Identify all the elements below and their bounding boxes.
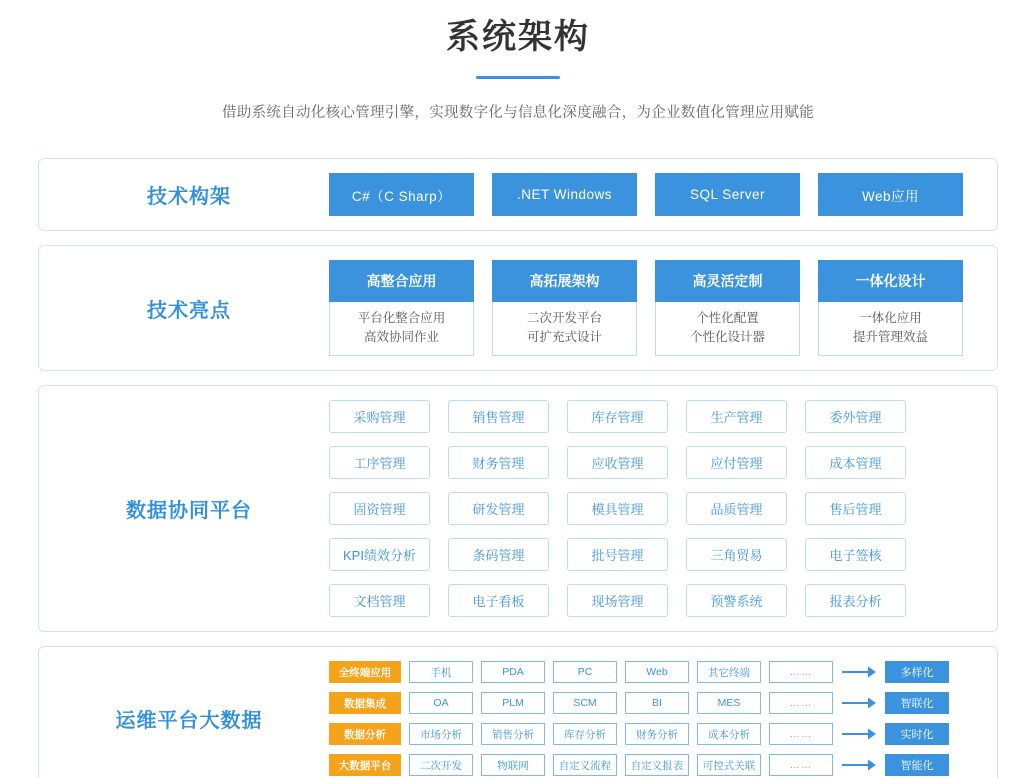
big-data-item[interactable]: 市场分析 — [409, 723, 473, 745]
big-data-category[interactable]: 全终端应用 — [329, 661, 401, 683]
page-title: 系统架构 — [446, 18, 590, 56]
data-platform-cell[interactable]: 电子看板 — [448, 584, 549, 617]
section-data-platform — [38, 385, 998, 632]
big-data-item[interactable]: PLM — [481, 692, 545, 714]
highlight-column[interactable] — [329, 260, 474, 356]
data-platform-cell[interactable]: 现场管理 — [567, 584, 668, 617]
data-platform-cell[interactable]: 三角贸易 — [686, 538, 787, 571]
big-data-row — [329, 661, 987, 683]
tech-frame-chip[interactable]: Web应用 — [818, 173, 963, 216]
tech-frame-chip[interactable]: C#（C Sharp） — [329, 173, 474, 216]
big-data-rows — [329, 661, 987, 776]
data-platform-cell[interactable]: 财务管理 — [448, 446, 549, 479]
data-platform-cell[interactable]: 应付管理 — [686, 446, 787, 479]
data-platform-cell[interactable]: 工序管理 — [329, 446, 430, 479]
section-body-data-platform — [329, 400, 987, 617]
big-data-more: …… — [769, 661, 833, 683]
big-data-item[interactable]: 可控式关联 — [697, 754, 761, 776]
data-platform-cell[interactable]: 生产管理 — [686, 400, 787, 433]
big-data-item[interactable]: 自定义流程 — [553, 754, 617, 776]
highlight-line: 平台化整合应用 — [357, 311, 446, 325]
page-subtitle: 借助系统自动化核心管理引擎，实现数字化与信息化深度融合，为企业数值化管理应用赋能 — [222, 105, 814, 121]
big-data-category[interactable]: 数据分析 — [329, 723, 401, 745]
data-platform-row — [329, 584, 987, 617]
highlight-line: 个性化设计器 — [689, 330, 765, 344]
section-body-big-data — [329, 661, 987, 776]
highlight-body — [329, 302, 474, 356]
big-data-item[interactable]: 成本分析 — [697, 723, 761, 745]
big-data-outcome[interactable]: 智能化 — [885, 754, 949, 776]
section-tech-highlights — [38, 245, 998, 371]
big-data-item[interactable]: MES — [697, 692, 761, 714]
tech-frame-chip[interactable]: .NET Windows — [492, 173, 637, 216]
data-platform-cell[interactable]: 报表分析 — [805, 584, 906, 617]
data-platform-cell[interactable]: 品质管理 — [686, 492, 787, 525]
highlight-line: 高效协同作业 — [363, 330, 439, 344]
section-label-tech-frame: 技术构架 — [147, 186, 231, 208]
data-platform-cell[interactable]: 销售管理 — [448, 400, 549, 433]
section-label-tech-highlights: 技术亮点 — [147, 299, 231, 322]
big-data-item[interactable]: 手机 — [409, 661, 473, 683]
data-platform-cell[interactable]: KPI绩效分析 — [329, 538, 430, 571]
highlight-head: 高拓展架构 — [492, 260, 637, 302]
big-data-item[interactable]: OA — [409, 692, 473, 714]
big-data-item[interactable]: 自定义报表 — [625, 754, 689, 776]
arrow-right-icon — [841, 692, 877, 714]
highlight-line: 可扩充式设计 — [526, 330, 602, 344]
section-label-data-platform: 数据协同平台 — [126, 500, 252, 522]
tech-frame-chip[interactable]: SQL Server — [655, 173, 800, 216]
tech-frame-chip-row — [329, 173, 987, 216]
big-data-item[interactable]: 其它终端 — [697, 661, 761, 683]
highlight-column[interactable] — [492, 260, 637, 356]
highlight-head: 高整合应用 — [329, 260, 474, 302]
data-platform-cell[interactable]: 库存管理 — [567, 400, 668, 433]
arrow-right-icon — [841, 723, 877, 745]
big-data-more: …… — [769, 754, 833, 776]
big-data-more: …… — [769, 692, 833, 714]
big-data-item[interactable]: 销售分析 — [481, 723, 545, 745]
page-header — [0, 0, 1036, 122]
data-platform-cell[interactable]: 文档管理 — [329, 584, 430, 617]
data-platform-cell[interactable]: 研发管理 — [448, 492, 549, 525]
data-platform-cell[interactable]: 预警系统 — [686, 584, 787, 617]
big-data-more: …… — [769, 723, 833, 745]
data-platform-row — [329, 400, 987, 433]
big-data-item[interactable]: 库存分析 — [553, 723, 617, 745]
big-data-item[interactable]: Web — [625, 661, 689, 683]
big-data-item[interactable]: 二次开发 — [409, 754, 473, 776]
highlight-body — [818, 302, 963, 356]
arrow-right-icon — [841, 754, 877, 776]
highlight-column[interactable] — [818, 260, 963, 356]
big-data-row — [329, 723, 987, 745]
highlight-body — [655, 302, 800, 356]
data-platform-cell[interactable]: 电子签核 — [805, 538, 906, 571]
big-data-item[interactable]: 财务分析 — [625, 723, 689, 745]
data-platform-cell[interactable]: 条码管理 — [448, 538, 549, 571]
big-data-outcome[interactable]: 智联化 — [885, 692, 949, 714]
highlight-body — [492, 302, 637, 356]
big-data-row — [329, 754, 987, 776]
big-data-outcome[interactable]: 多样化 — [885, 661, 949, 683]
big-data-item[interactable]: 物联网 — [481, 754, 545, 776]
big-data-item[interactable]: SCM — [553, 692, 617, 714]
data-platform-cell[interactable]: 委外管理 — [805, 400, 906, 433]
title-underline — [476, 76, 560, 79]
big-data-item[interactable]: BI — [625, 692, 689, 714]
highlight-line: 一体化应用 — [859, 311, 922, 325]
big-data-category[interactable]: 大数据平台 — [329, 754, 401, 776]
data-platform-cell[interactable]: 成本管理 — [805, 446, 906, 479]
big-data-item[interactable]: PDA — [481, 661, 545, 683]
highlight-head: 高灵活定制 — [655, 260, 800, 302]
data-platform-cell[interactable]: 固资管理 — [329, 492, 430, 525]
highlight-column-row — [329, 260, 987, 356]
data-platform-cell[interactable]: 售后管理 — [805, 492, 906, 525]
arrow-right-icon — [841, 661, 877, 683]
data-platform-row — [329, 492, 987, 525]
big-data-row — [329, 692, 987, 714]
highlight-head: 一体化设计 — [818, 260, 963, 302]
highlight-line: 个性化配置 — [696, 311, 759, 325]
big-data-outcome[interactable]: 实时化 — [885, 723, 949, 745]
data-platform-row — [329, 538, 987, 571]
data-platform-cell[interactable]: 应收管理 — [567, 446, 668, 479]
section-tech-frame — [38, 158, 998, 231]
big-data-item[interactable]: PC — [553, 661, 617, 683]
data-platform-cell[interactable]: 模具管理 — [567, 492, 668, 525]
data-platform-row — [329, 446, 987, 479]
data-platform-grid — [329, 400, 987, 617]
data-platform-cell[interactable]: 采购管理 — [329, 400, 430, 433]
highlight-line: 二次开发平台 — [526, 311, 602, 325]
big-data-category[interactable]: 数据集成 — [329, 692, 401, 714]
highlight-line: 提升管理效益 — [852, 330, 928, 344]
data-platform-cell[interactable]: 批号管理 — [567, 538, 668, 571]
section-label-big-data: 运维平台大数据 — [115, 710, 263, 732]
section-body-tech-highlights — [329, 260, 987, 356]
highlight-column[interactable] — [655, 260, 800, 356]
section-body-tech-frame — [329, 173, 987, 216]
section-big-data — [38, 646, 998, 778]
